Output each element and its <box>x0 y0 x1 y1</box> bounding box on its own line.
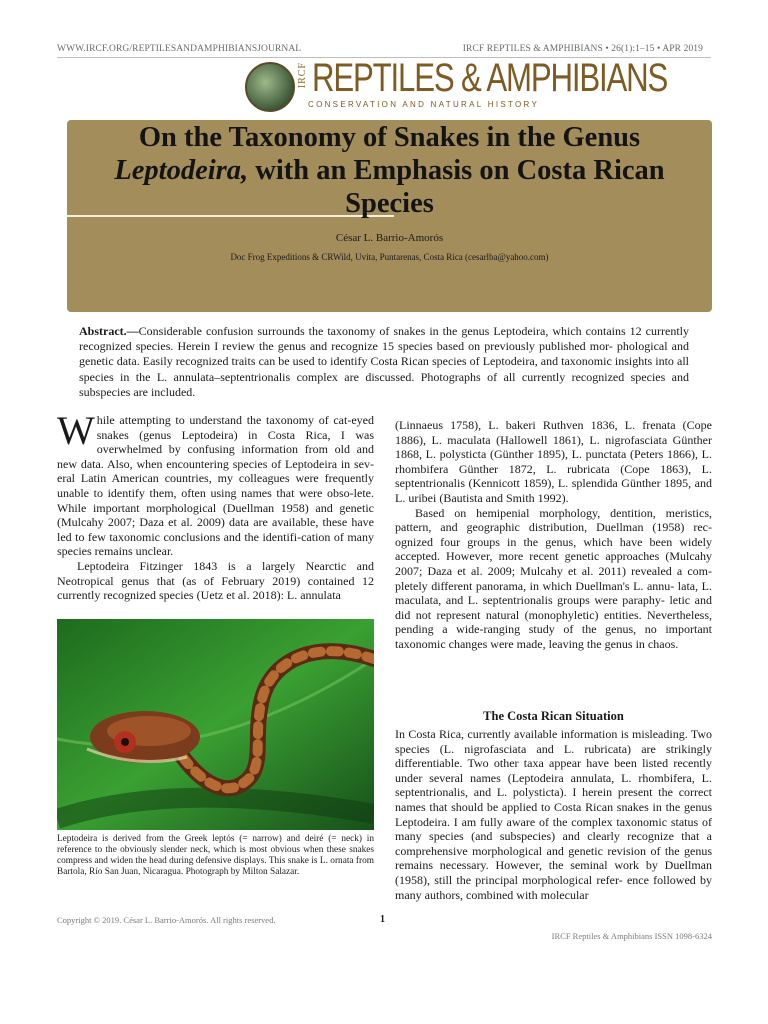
snake-photo <box>57 619 374 830</box>
body-paragraph-2: Leptodeira Fitzinger 1843 is a largely Nearctic and Neotropical genus that (as of February 2019) contained 12 currently recognized species (Uetz et al. 2018): L. annulata <box>57 558 374 603</box>
drop-cap: W <box>57 408 95 453</box>
author: César L. Barrio-Amorós <box>335 232 444 244</box>
abstract <box>79 324 689 400</box>
logo-subtitle: CONSERVATION AND NATURAL HISTORY <box>308 100 540 109</box>
abstract-text: Considerable confusion surrounds the taxonomy of snakes in the genus Leptodeira, which contains 12 currently recognized species. Herein I review the genus and recognize 15 species based on previously published mor- phological and genetic data. Easily recognized traits can be used to identify Costa Rican species of Leptodeira, and taxonomic insights into all species in the L. annulata–septentrionalis complex are discussed. Photographs of all currently recognized species and subspecies are included. <box>79 324 689 399</box>
body-paragraph-3: (Linnaeus 1758), L. bakeri Ruthven 1836, L. frenata (Cope 1886), L. maculata (Hallowell 1861), L. nigrofasciata Günther 1868, L. polysticta (Günther 1895), L. punctata (Peters 1866), L. rhombifera Günther 1872, L. rubricata (Cope 1863), L. septentrionalis (Kennicott 1859), L. splendida Günther 1895, and L. uribei (Bautista and Smith 1992). <box>395 418 712 505</box>
title-line-2-rest: with an Emphasis on Costa Rican <box>248 155 665 186</box>
title-line-3: Species <box>345 188 434 219</box>
body-paragraph-1: hile attempting to understand the taxonomy of cat-eyed snakes (genus Leptodeira) in Costa Rica, I was overwhelmed by confusing information from old and new data. Also, when encountering species of Leptodeira in sev-eral Latin American countries, my colleagues were frequently unable to identify them, often using names that were obso-lete. While important morphological (Duellman 1958) and genetic (Mulcahy 2007; Daza et al. 2009) data are available, these have led to few taxonomic conclusions and the identifi-cation of many species remains unclear. <box>57 413 374 559</box>
title-genus: Leptodeira, <box>114 155 249 186</box>
page-number: 1 <box>380 914 385 925</box>
body-paragraph-4: Based on hemipenial morphology, dentition, meristics, pattern, and geographic distribution, Duellman (1958) rec- ognized four groups in the genus, which have been widely accepted. However, more recent genetic approaches (Mulcahy 2007; Daza et al. 2009; Mulcahy et al. 2011) revealed a com- pletely different panorama, in which Duellman's L. annu- lata, L. maculata, and L. septentrionalis groups were paraphy- letic and did not represent natural (monophyletic) entities. Nevertheless, pending a wide-ranging study of the genus, no important taxonomic changes were made, leaving the genus in chaos. <box>395 505 712 651</box>
affiliation: Doc Frog Expeditions & CRWild, Uvita, Puntarenas, Costa Rica (cesarlba@yahoo.com) <box>230 252 549 262</box>
title-line-2 <box>67 154 712 187</box>
logo-ircf: IRCF <box>297 62 308 89</box>
article-title <box>67 120 712 220</box>
figure-caption: Leptodeira is derived from the Greek leptós (= narrow) and deiré (= neck) in reference to the obviously slender neck, which is most obvious when these snakes compress and widen the head during defensive displays. This snake is L. ornata from Bartola, Río San Juan, Nicaragua. Photograph by Milton Salazar. <box>57 834 374 877</box>
issn: IRCF Reptiles & Amphibians ISSN 1098-6324 <box>551 931 712 941</box>
copyright: Copyright © 2019. César L. Barrio-Amorós. All rights reserved. <box>57 915 276 925</box>
left-column <box>57 408 374 603</box>
journal-citation: IRCF REPTILES & AMPHIBIANS • 26(1):1–15 • APR 2019 <box>462 44 703 54</box>
logo-title: REPTILES & AMPHIBIANS <box>312 56 668 100</box>
title-line-1: On the Taxonomy of Snakes in the Genus <box>138 122 641 153</box>
right-column-2 <box>395 727 712 902</box>
body-paragraph-5: In Costa Rica, currently available information is misleading. Two species (L. nigrofasciata and L. rubricata) are strikingly differentiable. Two other taxa appear have been listed recently under several names (Leptodeira annulata, L. rhombifera, L. septentrionalis, and L. polysticta). I herein present the correct names that should be applied to Costa Rican snakes in the genus Leptodeira. I am fully aware of the complex taxonomic status of many species (and subspecies) and clearly recognize that a comprehensive morphological and genetic revision of the genus remains necessary. However, the seminal work by Duellman (1958), still the principal morphological refer- ence followed by many authors, combined with molecular <box>395 727 712 902</box>
abstract-label: Abstract.— <box>79 324 139 338</box>
journal-logo-icon <box>245 62 295 112</box>
section-heading: The Costa Rican Situation <box>483 709 624 723</box>
right-column <box>395 418 712 652</box>
journal-url: WWW.IRCF.ORG/REPTILESANDAMPHIBIANSJOURNAL <box>57 44 302 54</box>
